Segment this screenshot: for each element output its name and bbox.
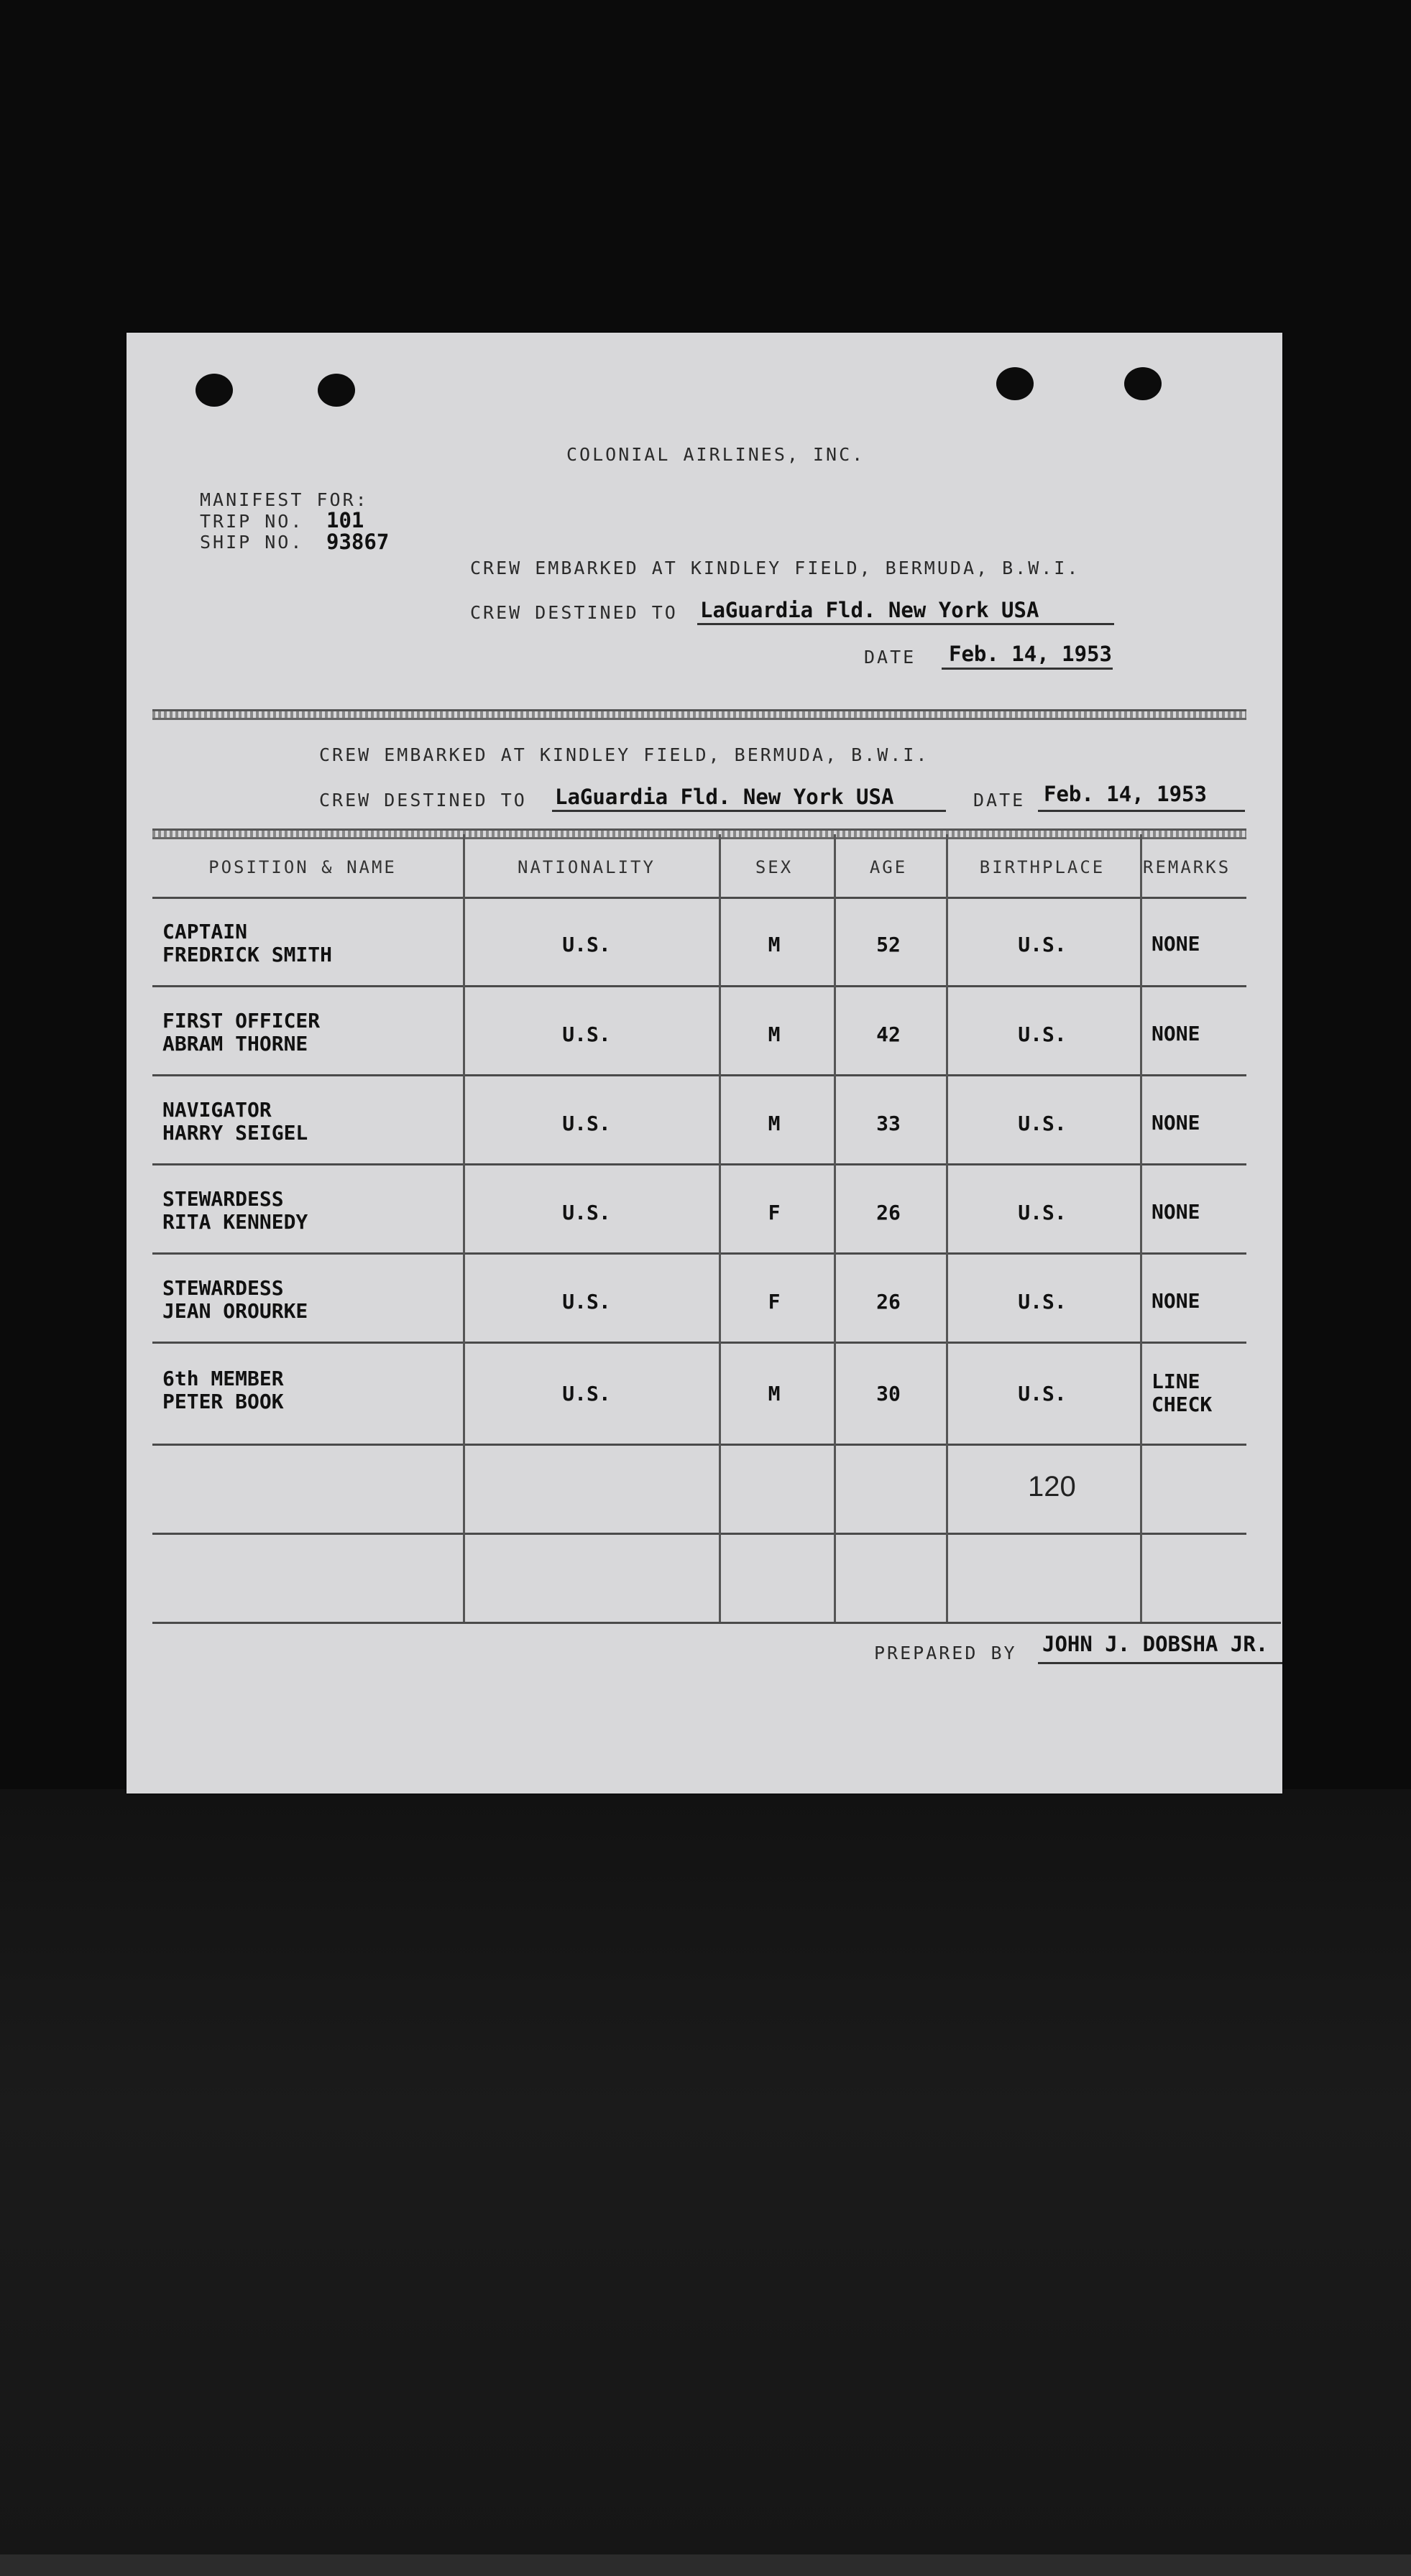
col-header-remarks: REMARKS: [1143, 857, 1231, 877]
section2-destined-label: CREW DESTINED TO: [319, 790, 527, 811]
section2-destination: LaGuardia Fld. New York USA: [555, 785, 894, 809]
trip-number: 101: [326, 508, 364, 532]
prepared-by-underline: [1038, 1662, 1282, 1664]
row-line: [152, 1252, 1246, 1255]
col-header-position: POSITION & NAME: [208, 857, 397, 877]
col-line: [1140, 834, 1142, 1622]
cell-age: 26: [876, 1290, 901, 1314]
cell-name: HARRY SEIGEL: [162, 1121, 308, 1145]
cell-age: 52: [876, 933, 901, 956]
crew-destined-label: CREW DESTINED TO: [470, 602, 678, 623]
prepared-by-label: PREPARED BY: [874, 1643, 1017, 1663]
crew-embarked-text: CREW EMBARKED AT KINDLEY FIELD, BERMUDA, B.W.I.: [470, 558, 1080, 578]
cell-remarks-line2: CHECK: [1152, 1393, 1213, 1416]
cell-birthplace: U.S.: [1018, 1201, 1067, 1224]
cell-remarks: NONE: [1152, 1022, 1200, 1045]
ship-label: SHIP NO.: [200, 532, 304, 553]
cell-sex: M: [768, 1382, 781, 1405]
cell-position: STEWARDESS: [162, 1187, 284, 1211]
table-bottom-line: [152, 1622, 1281, 1624]
row-line: [152, 985, 1246, 987]
cell-remarks: LINE: [1152, 1370, 1200, 1393]
cell-name: PETER BOOK: [162, 1390, 284, 1413]
cell-position: FIRST OFFICER: [162, 1009, 321, 1033]
cell-age: 26: [876, 1201, 901, 1224]
cell-birthplace: U.S.: [1018, 1290, 1067, 1314]
cell-birthplace: U.S.: [1018, 1022, 1067, 1046]
cell-nationality: U.S.: [562, 1201, 611, 1224]
date-underline: [942, 668, 1113, 670]
date-label: DATE: [864, 647, 916, 668]
trip-label: TRIP NO.: [200, 511, 304, 532]
punch-hole-2: [318, 374, 355, 407]
cell-position: NAVIGATOR: [162, 1098, 272, 1122]
prepared-by-name: JOHN J. DOBSHA JR.: [1042, 1632, 1269, 1656]
cell-remarks: NONE: [1152, 1200, 1200, 1224]
col-header-birthplace: BIRTHPLACE: [979, 857, 1106, 877]
cell-name: ABRAM THORNE: [162, 1032, 308, 1056]
row-line: [152, 1533, 1246, 1535]
row-line: [152, 1444, 1246, 1446]
section2-date-underline: [1038, 810, 1245, 812]
date-value: Feb. 14, 1953: [949, 642, 1112, 666]
cell-birthplace: U.S.: [1018, 933, 1067, 956]
cell-name: RITA KENNEDY: [162, 1210, 308, 1234]
cell-age: 30: [876, 1382, 901, 1405]
cell-nationality: U.S.: [562, 1022, 611, 1046]
cell-nationality: U.S.: [562, 1112, 611, 1135]
cell-remarks: NONE: [1152, 1111, 1200, 1135]
col-header-age: AGE: [869, 857, 908, 877]
cell-sex: M: [768, 1112, 781, 1135]
destination-underline: [697, 623, 1114, 625]
section2-date-label: DATE: [973, 790, 1026, 811]
scan-background: [0, 1789, 1411, 2576]
page-number: 120: [1028, 1471, 1076, 1502]
cell-name: JEAN OROURKE: [162, 1299, 308, 1323]
cell-sex: M: [768, 933, 781, 956]
row-line: [152, 1342, 1246, 1344]
cell-age: 42: [876, 1022, 901, 1046]
col-header-sex: SEX: [755, 857, 794, 877]
punch-hole-1: [196, 374, 233, 407]
company-name: COLONIAL AIRLINES, INC.: [566, 444, 865, 465]
ship-number: 93867: [326, 530, 390, 554]
crew-destination: LaGuardia Fld. New York USA: [700, 598, 1039, 622]
punch-hole-4: [1124, 367, 1162, 400]
cell-nationality: U.S.: [562, 1382, 611, 1405]
row-line: [152, 1074, 1246, 1076]
section2-date-value: Feb. 14, 1953: [1044, 782, 1207, 806]
separator-double-line: [152, 709, 1246, 720]
cell-position: STEWARDESS: [162, 1276, 284, 1300]
cell-position: 6th MEMBER: [162, 1367, 284, 1390]
cell-birthplace: U.S.: [1018, 1112, 1067, 1135]
section2-embarked-text: CREW EMBARKED AT KINDLEY FIELD, BERMUDA, B.W.I.: [319, 744, 929, 765]
cell-birthplace: U.S.: [1018, 1382, 1067, 1405]
col-header-remarks-wrap: [1143, 857, 1246, 877]
cell-sex: F: [768, 1290, 781, 1314]
table-top-line: [152, 828, 1246, 839]
section2-destination-underline: [552, 810, 946, 812]
cell-remarks: NONE: [1152, 1289, 1200, 1313]
manifest-page: [127, 333, 1282, 1793]
cell-name: FREDRICK SMITH: [162, 943, 333, 966]
cell-remarks: NONE: [1152, 932, 1200, 956]
cell-nationality: U.S.: [562, 1290, 611, 1314]
manifest-for-label: MANIFEST FOR:: [200, 489, 369, 510]
row-line: [152, 1163, 1246, 1165]
punch-hole-3: [996, 367, 1034, 400]
col-header-nationality: NATIONALITY: [518, 857, 656, 877]
row-line: [152, 897, 1246, 899]
cell-sex: M: [768, 1022, 781, 1046]
cell-nationality: U.S.: [562, 933, 611, 956]
cell-sex: F: [768, 1201, 781, 1224]
cell-age: 33: [876, 1112, 901, 1135]
cell-position: CAPTAIN: [162, 920, 248, 943]
scan-bottom-strip: [0, 2554, 1411, 2576]
